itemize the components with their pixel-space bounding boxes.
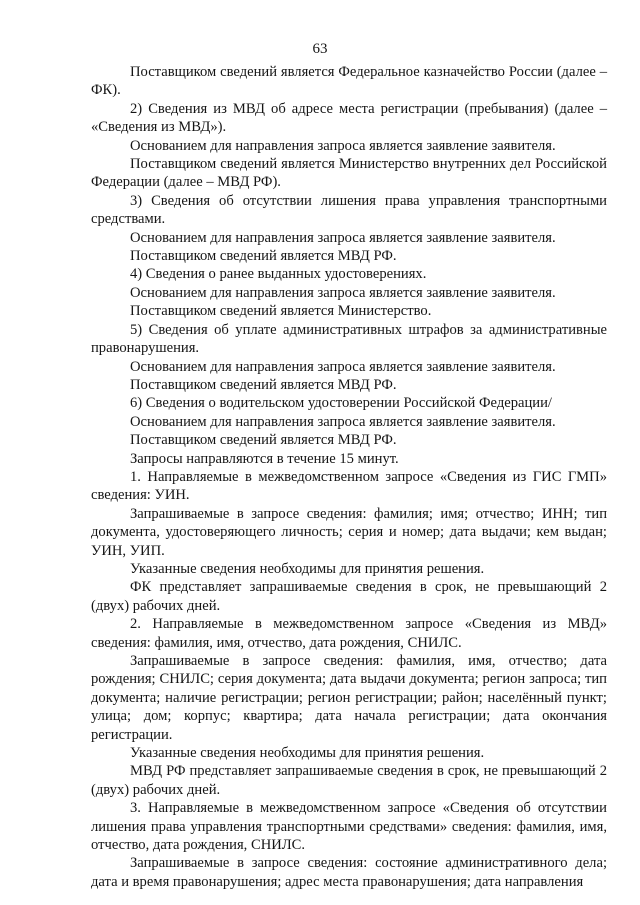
paragraph: Поставщиком сведений является МВД РФ. xyxy=(130,248,397,265)
paragraph: Запрашиваемые в запросе сведения: состояние административного дела; дата и время правонарушения; адрес места правонарушения; дата направления xyxy=(91,855,607,890)
page-number: 63 xyxy=(312,41,328,57)
paragraph: Указанные сведения необходимы для принятия решения. xyxy=(130,745,485,762)
paragraph: Указанные сведения необходимы для принятия решения. xyxy=(130,560,485,577)
paragraph: 1. Направляемые в межведомственном запросе «Сведения из ГИС ГМП» сведения: УИН. xyxy=(91,468,607,504)
paragraph: МВД РФ представляет запрашиваемые сведения в срок, не превышающий 2 (двух) рабочих дней. xyxy=(91,763,607,798)
paragraph: 3) Сведения об отсутствии лишения права управления транспортными средствами. xyxy=(91,192,607,228)
paragraph: Поставщиком сведений является Федеральное казначейство России (далее – ФК). xyxy=(91,64,607,99)
paragraph: 5) Сведения об уплате административных штрафов за административные правонарушения. xyxy=(91,321,607,357)
document-body xyxy=(91,63,607,891)
paragraph: Поставщиком сведений является Министерство. xyxy=(130,303,432,320)
paragraph: Основанием для направления запроса является заявление заявителя. xyxy=(130,358,556,375)
paragraph: Поставщиком сведений является МВД РФ. xyxy=(130,432,397,449)
paragraph: Запрашиваемые в запросе сведения: фамилия, имя, отчество; дата рождения; СНИЛС; серия документа; дата выдачи документа; регион запроса; тип документа; наличие регистрации; регион регистрации; район; населённый пункт; улица; дом; корпус; квартира; дата начала регистрации; дата окончания регистрации. xyxy=(91,653,607,743)
paragraph: 6) Сведения о водительском удостоверении Российской Федерации/ xyxy=(130,395,552,412)
paragraph: 4) Сведения о ранее выданных удостоверениях. xyxy=(130,266,427,283)
paragraph: 2. Направляемые в межведомственном запросе «Сведения из МВД» сведения: фамилия, имя, отчество, дата рождения, СНИЛС. xyxy=(91,616,607,651)
paragraph: Запросы направляются в течение 15 минут. xyxy=(130,450,399,467)
paragraph: Основанием для направления запроса является заявление заявителя. xyxy=(130,413,556,430)
paragraph: 2) Сведения из МВД об адресе места регистрации (пребывания) (далее – «Сведения из МВД»). xyxy=(91,100,607,136)
paragraph: Запрашиваемые в запросе сведения: фамилия; имя; отчество; ИНН; тип документа, удостоверяющего личность; серия и номер; дата выдачи; кем выдан; УИН, УИП. xyxy=(91,505,607,559)
paragraph: Поставщиком сведений является МВД РФ. xyxy=(130,376,397,393)
paragraph: Основанием для направления запроса является заявление заявителя. xyxy=(130,229,556,246)
paragraph: Основанием для направления запроса является заявление заявителя. xyxy=(130,137,556,154)
paragraph: ФК представляет запрашиваемые сведения в срок, не превышающий 2 (двух) рабочих дней. xyxy=(91,579,607,614)
paragraph: Основанием для направления запроса является заявление заявителя. xyxy=(130,284,556,301)
paragraph: Поставщиком сведений является Министерство внутренних дел Российской Федерации (далее – МВД РФ). xyxy=(91,156,607,191)
paragraph: 3. Направляемые в межведомственном запросе «Сведения об отсутствии лишения права управления транспортными средствами» сведения: фамилия, имя, отчество, дата рождения, СНИЛС. xyxy=(91,800,607,854)
